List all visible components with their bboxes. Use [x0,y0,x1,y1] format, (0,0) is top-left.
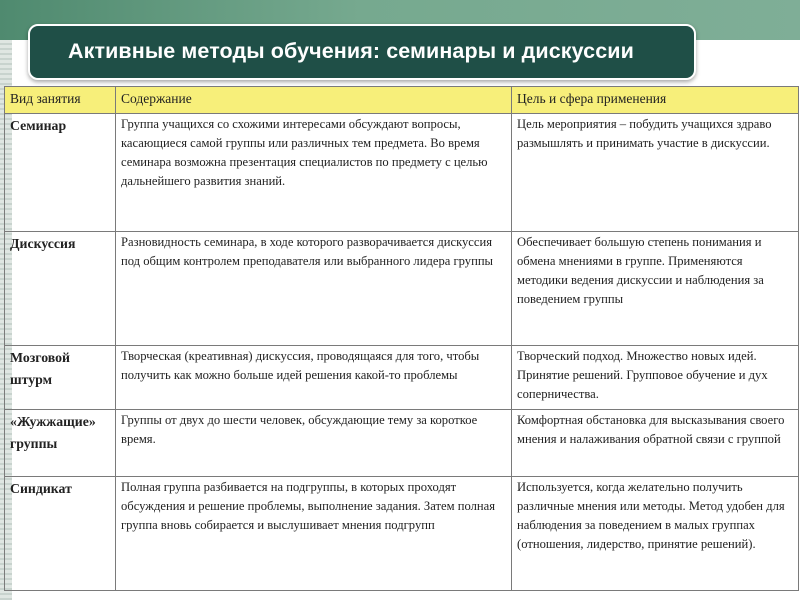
table-row [5,477,799,591]
row-purpose: Используется, когда желательно получить различные мнения или методы. Метод удобен для наблюдения за поведением в малых группах (отношения, лидерство, принятие решений). [512,477,799,591]
methods-table [4,86,799,591]
row-content: Полная группа разбивается на подгруппы, в которых проходят обсуждения и решение проблемы, выполнение задания. Затем полная группа вновь собирается и выслушивает мнения подгрупп [116,477,512,591]
row-purpose: Цель мероприятия – побудить учащихся здраво размышлять и принимать участие в дискуссии. [512,114,799,232]
slide-title: Активные методы обучения: семинары и дискуссии [68,39,634,63]
row-kind: «Жужжащие» группы [5,410,116,477]
row-content: Разновидность семинара, в ходе которого разворачивается дискуссия под общим контролем преподавателя или выбранного лидера группы [116,232,512,346]
row-content: Группа учащихся со схожими интересами обсуждают вопросы, касающиеся самой группы или различных тем предмета. Во время семинара возможна презентация специалистов по предмету с целью дальнейшего развития знаний. [116,114,512,232]
row-content: Группы от двух до шести человек, обсуждающие тему за короткое время. [116,410,512,477]
row-purpose: Творческий подход. Множество новых идей. Принятие решений. Групповое обучение и дух соперничества. [512,346,799,410]
header-content: Содержание [116,87,512,114]
row-kind: Мозговой штурм [5,346,116,410]
row-content: Творческая (креативная) дискуссия, проводящаяся для того, чтобы получить как можно больше идей решения какой-то проблемы [116,346,512,410]
row-kind: Дискуссия [5,232,116,346]
row-kind: Синдикат [5,477,116,591]
row-purpose: Обеспечивает большую степень понимания и обмена мнениями в группе. Применяются методики ведения дискуссии и наблюдения за поведением группы [512,232,799,346]
row-purpose: Комфортная обстановка для высказывания своего мнения и налаживания обратной связи с группой [512,410,799,477]
table-row [5,346,799,410]
slide-title-box [28,24,696,80]
table-header-row [5,87,799,114]
table-row [5,410,799,477]
header-kind: Вид занятия [5,87,116,114]
header-purpose: Цель и сфера применения [512,87,799,114]
table-row [5,232,799,346]
table-row [5,114,799,232]
row-kind: Семинар [5,114,116,232]
